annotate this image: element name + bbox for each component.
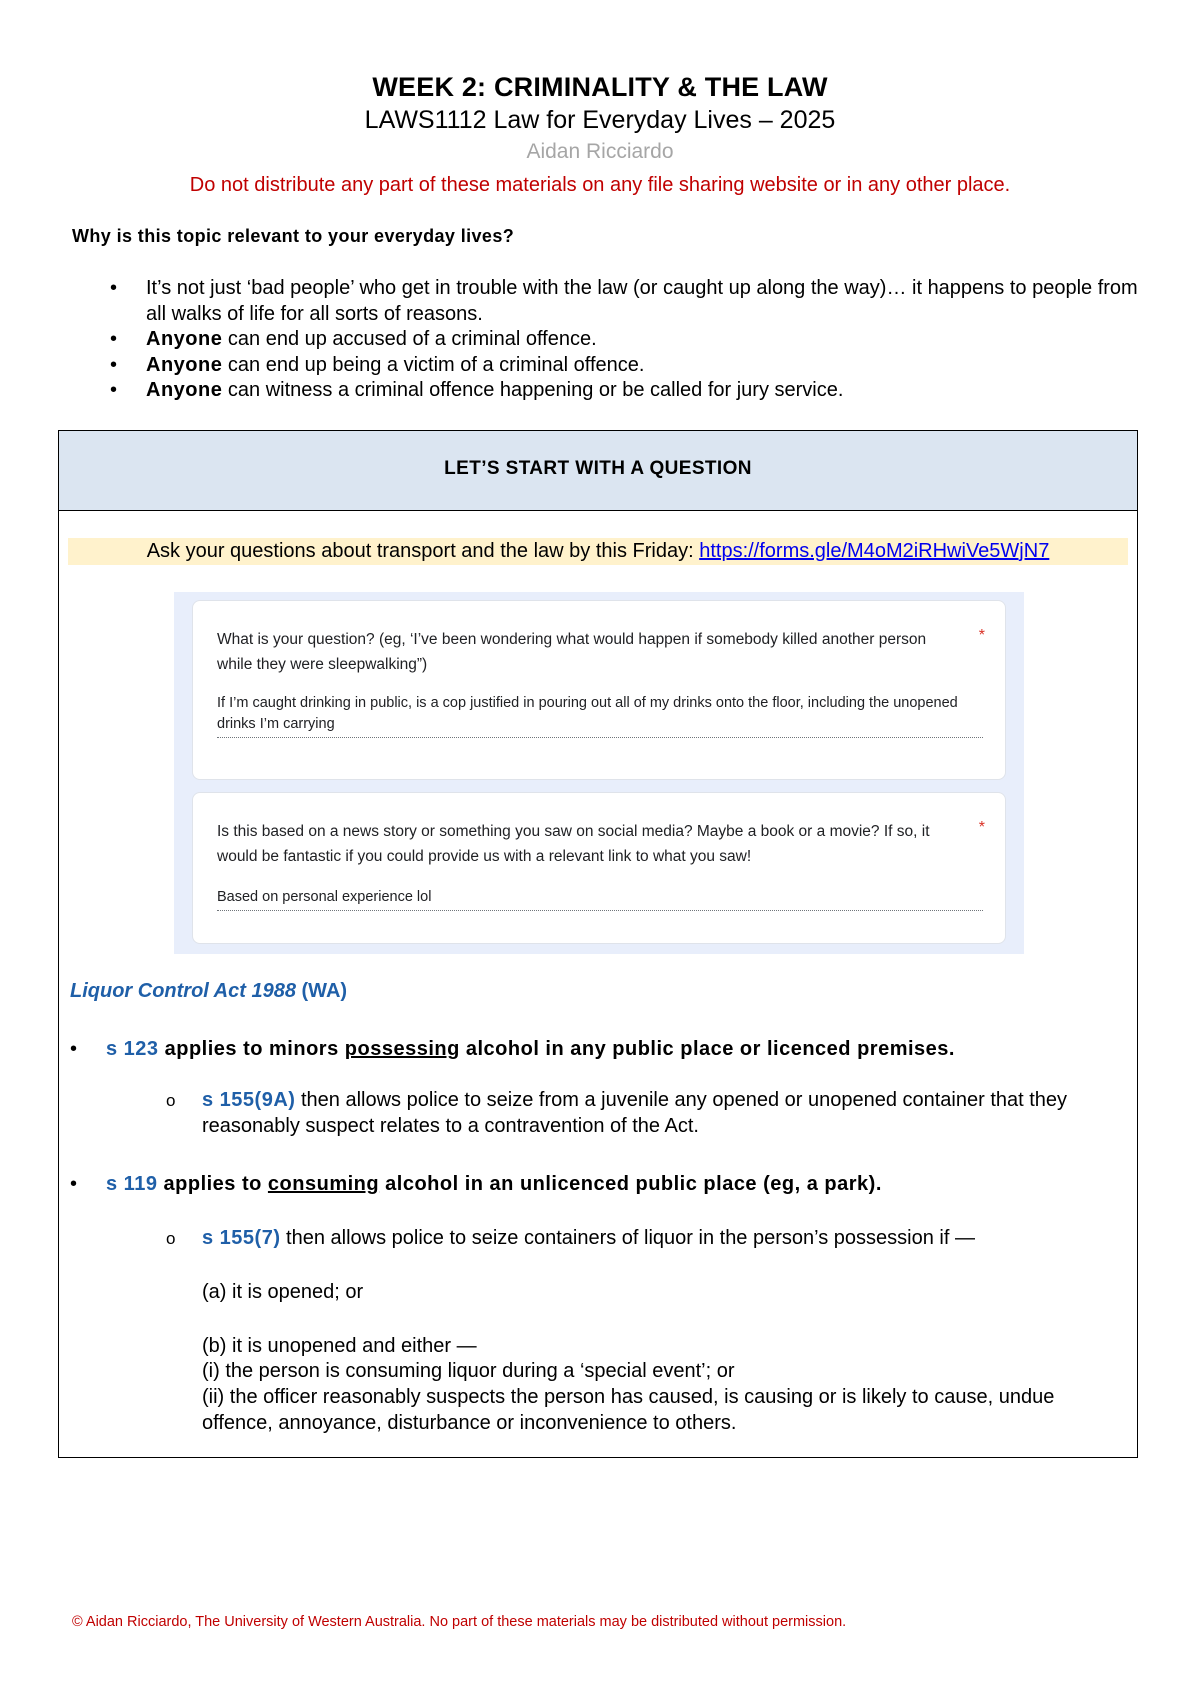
section-ref: s 155(9A): [202, 1089, 296, 1111]
bullet-icon: •: [110, 353, 118, 376]
bullet-icon: •: [110, 328, 118, 350]
emphasis-anyone: Anyone: [146, 379, 223, 401]
section-ref: s 123: [106, 1038, 159, 1060]
emphasis-anyone: Anyone: [146, 353, 223, 376]
list-item: [110, 276, 1140, 327]
list-item: [110, 378, 1140, 404]
ask-questions-text: Ask your questions about transport and the law by this Friday:: [146, 540, 700, 562]
bullet-icon: •: [70, 1173, 78, 1195]
form-screenshot: [174, 592, 1024, 954]
form-question-card: [192, 600, 1006, 780]
section-text: then allows police to seize from a juvenile any opened or unopened container that they reasonably suspect relates to a contravention of the Act.: [202, 1089, 1068, 1137]
bullet-icon: •: [70, 1038, 78, 1060]
list-item-text: It’s not just ‘bad people’ who get in trouble with the law (or caught up along the way)… it happens to people from all walks of life for all sorts of reasons.: [146, 277, 1138, 325]
form-link[interactable]: https://forms.gle/M4oM2iRHwiVe5WjN7: [699, 540, 1050, 562]
paragraph-b: (b) it is unopened and either —: [202, 1335, 477, 1357]
section-text: alcohol in any public place or licenced premises.: [459, 1038, 955, 1060]
list-item: [110, 353, 1140, 379]
underlined-term: consuming: [267, 1173, 380, 1195]
list-item-text: can witness a criminal offence happening or be called for jury service.: [222, 379, 844, 401]
list-item: [110, 327, 1140, 353]
page-subtitle: LAWS1112 Law for Everyday Lives – 2025: [364, 106, 836, 134]
relevance-heading: Why is this topic relevant to your everyday lives?: [72, 226, 515, 246]
act-title: [70, 980, 347, 1003]
underlined-term: possessing: [344, 1038, 460, 1060]
act-name: Liquor Control Act 1988: [70, 980, 296, 1002]
relevance-list: [110, 276, 1140, 404]
sub-bullet-icon: o: [166, 1229, 176, 1248]
form-answer-text: If I’m caught drinking in public, is a cop justified in pouring out all of my drinks onto the floor, including the unopened drinks I’m carrying: [217, 693, 983, 738]
question-box-header: [59, 431, 1137, 511]
author-name: Aidan Ricciardo: [526, 140, 674, 163]
paragraph-b-i: (i) the person is consuming liquor during a ‘special event’; or: [202, 1360, 735, 1382]
section-text: applies to: [157, 1173, 268, 1195]
copyright-footer: © Aidan Ricciardo, The University of Western Australia. No part of these materials may be distributed without permission.: [72, 1614, 847, 1630]
form-question-label: What is your question? (eg, ‘I’ve been wondering what would happen if somebody killed another person while they were sleepwalking”): [217, 631, 927, 673]
paragraph-a: (a) it is opened; or: [202, 1281, 364, 1303]
required-asterisk: *: [978, 627, 985, 644]
section-text: applies to minors: [158, 1038, 345, 1060]
section-ref: s 155(7): [202, 1227, 281, 1249]
section-text: alcohol in an unlicenced public place (eg, a park).: [379, 1173, 882, 1195]
act-jurisdiction: (WA): [295, 980, 348, 1002]
section-text: then allows police to seize containers of liquor in the person’s possession if —: [280, 1227, 975, 1249]
list-item-text: can end up being a victim of a criminal offence.: [222, 353, 645, 376]
emphasis-anyone: Anyone: [146, 328, 223, 350]
form-question-card: [192, 792, 1006, 944]
bullet-icon: •: [110, 277, 118, 299]
question-box-title: LET’S START WITH A QUESTION: [444, 458, 752, 479]
page-title: WEEK 2: CRIMINALITY & THE LAW: [372, 72, 828, 102]
list-item-text: can end up accused of a criminal offence.: [222, 328, 597, 350]
required-asterisk: *: [978, 819, 985, 836]
form-question-label: Is this based on a news story or something you saw on social media? Maybe a book or a movie? If so, it would be fantastic if you could provide us with a relevant link to what you saw!: [217, 823, 930, 865]
ask-questions-banner: [68, 538, 1128, 565]
section-ref: s 119: [106, 1173, 158, 1195]
paragraph-b-ii: (ii) the officer reasonably suspects the person has caused, is causing or is likely to cause, undue offence, annoyance, disturbance or inconvenience to others.: [202, 1386, 1055, 1434]
form-answer-text: Based on personal experience lol: [217, 887, 983, 911]
sub-bullet-icon: o: [166, 1091, 176, 1110]
distribution-warning: Do not distribute any part of these materials on any file sharing website or in any other place.: [189, 174, 1011, 196]
bullet-icon: •: [110, 379, 118, 401]
